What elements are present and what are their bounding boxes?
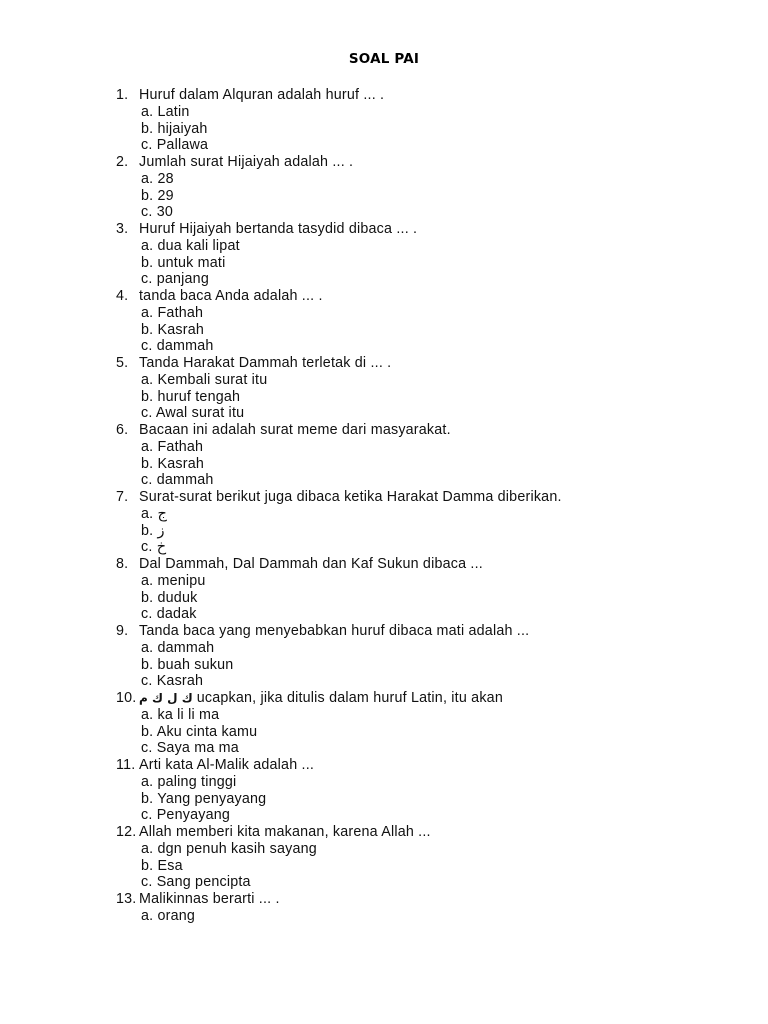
answer-option: a. ka li li ma <box>141 706 220 723</box>
answer-option: b. 29 <box>141 187 174 204</box>
answer-option: c. Penyayang <box>141 807 231 824</box>
answer-option: b. Kasrah <box>141 455 204 472</box>
question-number: 4. <box>116 288 129 304</box>
question-number: 13. <box>116 891 137 907</box>
answer-option: a. menipu <box>141 572 206 589</box>
answer-option: a. dammah <box>141 639 215 656</box>
question-text-content: Tanda Harakat Dammah terletak di ... . <box>139 355 392 371</box>
question-text-content: Bacaan ini adalah surat meme dari masyarakat. <box>139 422 451 438</box>
answer-option: c. dammah <box>141 472 214 489</box>
question-text <box>139 824 431 841</box>
answer-option: a. dua kali lipat <box>141 237 240 254</box>
question-number: 12. <box>116 824 137 840</box>
answer-option: b. hijaiyah <box>141 120 208 137</box>
question-text <box>139 623 529 640</box>
question-text <box>139 891 280 908</box>
question-text-content: Jumlah surat Hijaiyah adalah ... . <box>139 154 354 170</box>
answer-option: a. Latin <box>141 103 190 120</box>
answer-option: a. paling tinggi <box>141 773 237 790</box>
answer-option: c. 30 <box>141 204 173 221</box>
answer-option: a. dgn penuh kasih sayang <box>141 840 317 857</box>
question-text <box>139 690 503 707</box>
answer-option: b. Yang penyayang <box>141 790 267 807</box>
question-text <box>139 87 384 104</box>
answer-option: c. panjang <box>141 271 209 288</box>
answer-option: a. Fathah <box>141 304 204 321</box>
answer-option: b. duduk <box>141 589 198 606</box>
question-number: 8. <box>116 556 129 572</box>
question-number: 5. <box>116 355 129 371</box>
answer-option: b. buah sukun <box>141 656 234 673</box>
answer-option: a. ج <box>141 505 167 522</box>
question-text <box>139 422 451 439</box>
question-text-content: Tanda baca yang menyebabkan huruf dibaca mati adalah ... <box>139 623 530 639</box>
question-number: 9. <box>116 623 129 639</box>
answer-option: a. Kembali surat itu <box>141 371 268 388</box>
question-text <box>139 489 562 506</box>
question-text-content: Huruf Hijaiyah bertanda tasydid dibaca ... . <box>139 221 418 237</box>
question-text <box>139 757 314 774</box>
answer-option: a. Fathah <box>141 438 204 455</box>
answer-option: c. dadak <box>141 606 197 623</box>
question-number: 6. <box>116 422 129 438</box>
question-text <box>139 221 417 238</box>
answer-option: c. Kasrah <box>141 673 204 690</box>
question-text <box>139 288 323 305</box>
question-number: 1. <box>116 87 129 103</box>
page-title: SOAL PAI <box>348 51 420 67</box>
question-text-content: Allah memberi kita makanan, karena Allah ... <box>139 824 431 840</box>
question-text <box>139 556 483 573</box>
question-text <box>139 154 353 171</box>
question-number: 3. <box>116 221 129 237</box>
answer-option: b. Esa <box>141 857 183 874</box>
answer-option: c. Pallawa <box>141 137 209 154</box>
question-number: 10. <box>116 690 137 706</box>
answer-option: b. huruf tengah <box>141 388 241 405</box>
answer-option: a. orang <box>141 907 196 924</box>
question-text-content: tanda baca Anda adalah ... . <box>139 288 323 304</box>
question-number: 11. <box>116 757 136 773</box>
answer-option: c. Sang pencipta <box>141 874 251 891</box>
question-number: 7. <box>116 489 129 505</box>
arabic-letters: ك ل ك م <box>139 691 193 705</box>
answer-option: a. 28 <box>141 170 174 187</box>
answer-option: b. Kasrah <box>141 321 204 338</box>
question-text-content: Arti kata Al-Malik adalah ... <box>139 757 315 773</box>
answer-option: c. Awal surat itu <box>141 405 245 422</box>
answer-option: c. Saya ma ma <box>141 740 239 757</box>
question-text-content: Dal Dammah, Dal Dammah dan Kaf Sukun dibaca ... <box>139 556 483 572</box>
question-text-content: Malikinnas berarti ... . <box>139 891 280 907</box>
question-text-content: Surat-surat berikut juga dibaca ketika Harakat Damma diberikan. <box>139 489 562 505</box>
answer-option: b. Aku cinta kamu <box>141 723 258 740</box>
question-text-content: Huruf dalam Alquran adalah huruf ... . <box>139 87 385 103</box>
answer-option: c. dammah <box>141 338 214 355</box>
question-number: 2. <box>116 154 129 170</box>
question-text <box>139 355 391 372</box>
answer-option: b. ز <box>141 522 165 539</box>
answer-option: b. untuk mati <box>141 254 226 271</box>
question-text-content: ucapkan, jika ditulis dalam huruf Latin, itu akan <box>196 690 503 706</box>
answer-option: c. خ <box>141 539 166 556</box>
